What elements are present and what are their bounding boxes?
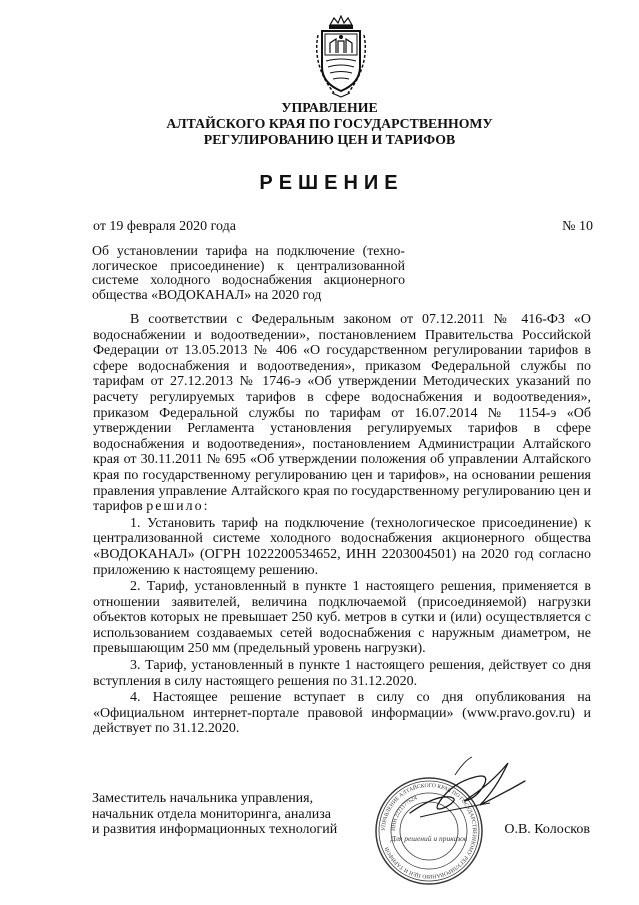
subject-line: системе холодного водоснабжения акционерного xyxy=(92,272,405,287)
document-number: № 10 xyxy=(562,219,593,234)
subject-line: логическое присоединение) к централизованной xyxy=(92,257,405,273)
stamp-inn-text: ИНН 2221177624 xyxy=(390,795,418,832)
subject-line: общества «ВОДОКАНАЛ» на 2020 год xyxy=(92,286,322,302)
document-subject xyxy=(92,244,405,302)
coat-of-arms-icon xyxy=(310,15,372,99)
decision-item-3: 3. Тариф, установленный в пункте 1 настоящего решения, действует со дня вступления в силу настоящего решения по 31.12.2020. xyxy=(93,658,591,689)
preamble-text: В соответствии с Федеральным законом от 07.12.2011 № 416-ФЗ «О водоснабжении и водоотведении», постановлением Правительства Российской Федерации от 13.05.2013 № 406 «О государственном регулировании тарифов в сфере водоснабжения и водоотведения», приказом Федеральной службы по тарифам от 27.12.2013 № 1746-э «Об утверждении Методических указаний по расчету регулируемых тарифов в сфере водоснабжения и водоотведения», приказом Федеральной службы по тарифам от 16.07.2014 № 1154-э «Об утверждении Регламента установления регулируемых тарифов в сфере водоснабжения и водоотведения», постановлением Администрации Алтайского края от 30.11.2011 № 695 «Об утверждении положения об управлении Алтайского края по государственному регулированию цен и тарифов», на основании решения правления управление Алтайского края по государственному регулированию цен и тарифов xyxy=(93,312,591,515)
handwritten-signature-icon xyxy=(380,755,535,830)
org-name-line-3: РЕГУЛИРОВАНИЮ ЦЕН И ТАРИФОВ xyxy=(203,132,456,147)
org-name-line-1: УПРАВЛЕНИЕ xyxy=(281,100,378,115)
decision-item-2: 2. Тариф, установленный в пункте 1 настоящего решения, применяется в отношении заявителей, величина подключаемой (присоединяемой) нагрузки объектов которых не превышает 250 куб. метров в сутки и (или) осуществляется с использованием создаваемых сетей водоснабжения с наружным диаметром, не превышающим 250 мм (предельный уровень нагрузки). xyxy=(93,579,591,657)
org-name-line-2: АЛТАЙСКОГО КРАЯ ПО ГОСУДАРСТВЕННОМУ xyxy=(166,116,493,131)
stamp-center-text: Для решений и приказов xyxy=(390,834,468,843)
signatory-title-line: начальник отдела мониторинга, анализа xyxy=(92,806,331,822)
document-body xyxy=(93,312,591,737)
signatory-title-line: и развития информационных технологий xyxy=(92,822,338,838)
document-type-heading: РЕШЕНИЕ xyxy=(259,172,404,194)
stamp-outer-text: УПРАВЛЕНИЕ АЛТАЙСКОГО КРАЯ ПО ГОСУДАРСТВЕННОМУ РЕГУЛИРОВАНИЮ ЦЕН И ТАРИФОВ xyxy=(380,782,478,880)
subject-line: Об установлении тарифа на подключение (техно- xyxy=(92,243,405,258)
signatory-title xyxy=(92,791,337,838)
decision-item-4: 4. Настоящее решение вступает в силу со дня опубликования на «Официальном интернет-портале правовой информации» (www.pravo.gov.ru) и действует по 31.12.2020. xyxy=(93,690,591,737)
preamble-paragraph xyxy=(93,312,591,515)
signatory-title-line: Заместитель начальника управления, xyxy=(92,791,314,806)
document-date: от 19 февраля 2020 года xyxy=(93,219,236,234)
resolved-word: решило: xyxy=(146,499,210,515)
decision-item-1: 1. Установить тариф на подключение (технологическое присоединение) к централизованной системе холодного водоснабжения акционерного общества «ВОДОКАНАЛ» (ОГРН 1022200534652, ИНН 2203004501) на 2020 год согласно приложению к настоящему решению. xyxy=(93,515,591,578)
signatory-name: О.В. Колосков xyxy=(504,822,590,837)
